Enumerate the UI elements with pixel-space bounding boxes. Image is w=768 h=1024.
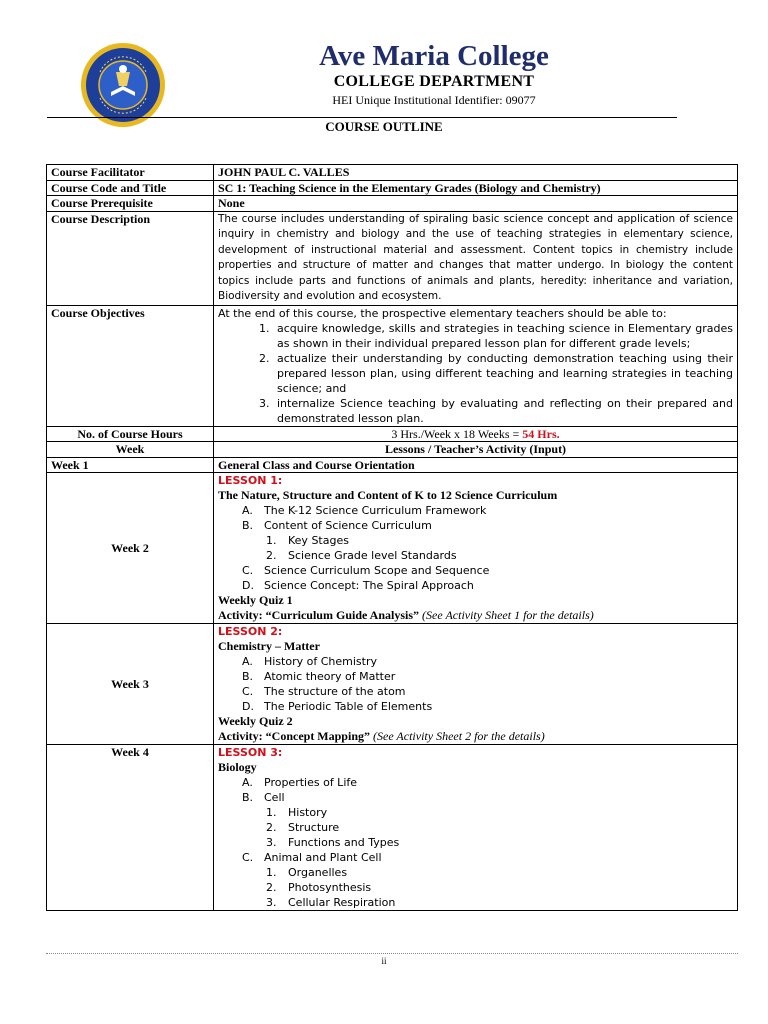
objectives-list: [218, 321, 733, 426]
hei-identifier: HEI Unique Institutional Identifier: 09077: [332, 93, 536, 107]
hours-label: No. of Course Hours: [47, 426, 214, 442]
objectives-intro: At the end of this course, the prospective elementary teachers should be able to:: [218, 306, 667, 320]
department-name: COLLEGE DEPARTMENT: [333, 73, 535, 90]
week2-row: [47, 473, 738, 624]
lesson-item: A. Properties of Life: [242, 776, 358, 789]
lesson-subitem: 3. Cellular Respiration: [266, 896, 396, 909]
lesson-subitem: 1. History: [266, 806, 328, 819]
header-divider: [47, 117, 677, 118]
activity-line: Activity: “Curriculum Guide Analysis” (See Activity Sheet 1 for the details): [218, 608, 594, 622]
lesson-subitem: 1. Organelles: [266, 866, 348, 879]
hours-row: [47, 426, 738, 442]
hours-text: 3 Hrs./Week x 18 Weeks =: [391, 426, 523, 441]
course-code-label: Course Code and Title: [47, 180, 214, 196]
week4-content: [214, 745, 738, 911]
lesson3-heading: LESSON 3:: [218, 746, 283, 759]
course-code-value: SC 1: Teaching Science in the Elementary Grades (Biology and Chemistry): [214, 180, 738, 196]
prerequisite-label: Course Prerequisite: [47, 196, 214, 212]
prerequisite-row: [47, 196, 738, 212]
lesson-item: C. The structure of the atom: [242, 685, 406, 698]
lesson-item: C. Science Curriculum Scope and Sequence: [242, 564, 490, 577]
facilitator-label: Course Facilitator: [47, 165, 214, 181]
objectives-label: Course Objectives: [47, 305, 214, 426]
college-seal-logo: [80, 42, 166, 128]
objective-item: 1. acquire knowledge, skills and strategies in teaching science in Elementary grades as shown in their individual prepared lesson plan for different grade levels;: [273, 321, 733, 351]
hours-value: [214, 426, 738, 442]
week4-label: Week 4: [47, 745, 214, 911]
lesson1-title: The Nature, Structure and Content of K to 12 Science Curriculum: [218, 488, 558, 502]
course-outline-title: COURSE OUTLINE: [325, 119, 443, 134]
objective-item: 3. internalize Science teaching by evaluating and reflecting on their prepared and demonstrated lesson plan.: [273, 396, 733, 426]
week-column-header: Week: [47, 442, 214, 458]
page-number: ii: [381, 956, 387, 966]
lesson-item: D. The Periodic Table of Elements: [242, 700, 433, 713]
facilitator-row: [47, 165, 738, 181]
facilitator-value: JOHN PAUL C. VALLES: [214, 165, 738, 181]
course-outline-table: [46, 164, 738, 911]
lesson-item: B. Cell: [242, 791, 285, 804]
footer-divider: [46, 953, 738, 954]
lesson-item: B. Atomic theory of Matter: [242, 670, 396, 683]
description-row: [47, 211, 738, 305]
lesson-item: D. Science Concept: The Spiral Approach: [242, 579, 474, 592]
college-name: Ave Maria College: [319, 40, 549, 72]
description-value: The course includes understanding of spiraling basic science concept and application of science inquiry in chemistry and biology and the use of teaching strategies in elementary science, development of instructional material and assessment. Content topics in chemistry include properties and structure of matter and changes that matter undergo. In biology the content topics include parts and functions of animals and plants, heredity: inheritance and variation, Biodiversity and evolution and ecosystem.: [214, 211, 738, 305]
objectives-row: [47, 305, 738, 426]
week1-content: General Class and Course Orientation: [214, 457, 738, 473]
lesson-item: C. Animal and Plant Cell: [242, 851, 382, 864]
hours-total: 54 Hrs.: [522, 426, 560, 441]
lesson-item: A. History of Chemistry: [242, 655, 377, 668]
document-header: [170, 40, 648, 108]
lesson-item: A. The K-12 Science Curriculum Framework: [242, 504, 487, 517]
prerequisite-value: None: [214, 196, 738, 212]
lesson-item: B. Content of Science Curriculum: [242, 519, 432, 532]
week4-row: [47, 745, 738, 911]
schedule-header-row: [47, 442, 738, 458]
activity-line: Activity: “Concept Mapping” (See Activity Sheet 2 for the details): [218, 729, 545, 743]
week1-label: Week 1: [47, 457, 214, 473]
course-code-row: [47, 180, 738, 196]
week2-label: Week 2: [47, 473, 214, 624]
week1-row: [47, 457, 738, 473]
week3-content: [214, 624, 738, 745]
week3-row: [47, 624, 738, 745]
lesson2-heading: LESSON 2:: [218, 625, 283, 638]
week2-content: [214, 473, 738, 624]
lesson-subitem: 2. Structure: [266, 821, 340, 834]
lesson1-heading: LESSON 1:: [218, 474, 283, 487]
weekly-quiz: Weekly Quiz 1: [218, 593, 293, 607]
description-label: Course Description: [47, 211, 214, 305]
objectives-value: [214, 305, 738, 426]
lesson3-title: Biology: [218, 760, 257, 774]
lesson-subitem: 2. Photosynthesis: [266, 881, 372, 894]
lesson-subitem: 3. Functions and Types: [266, 836, 400, 849]
lesson2-title: Chemistry – Matter: [218, 639, 320, 653]
lessons-column-header: Lessons / Teacher’s Activity (Input): [214, 442, 738, 458]
objective-item: 2. actualize their understanding by conducting demonstration teaching using their prepared lesson plan, using different teaching and learning strategies in teaching science; and: [273, 351, 733, 396]
week3-label: Week 3: [47, 624, 214, 745]
lesson-subitem: 1. Key Stages: [266, 534, 349, 547]
lesson-subitem: 2. Science Grade level Standards: [266, 549, 457, 562]
weekly-quiz: Weekly Quiz 2: [218, 714, 293, 728]
